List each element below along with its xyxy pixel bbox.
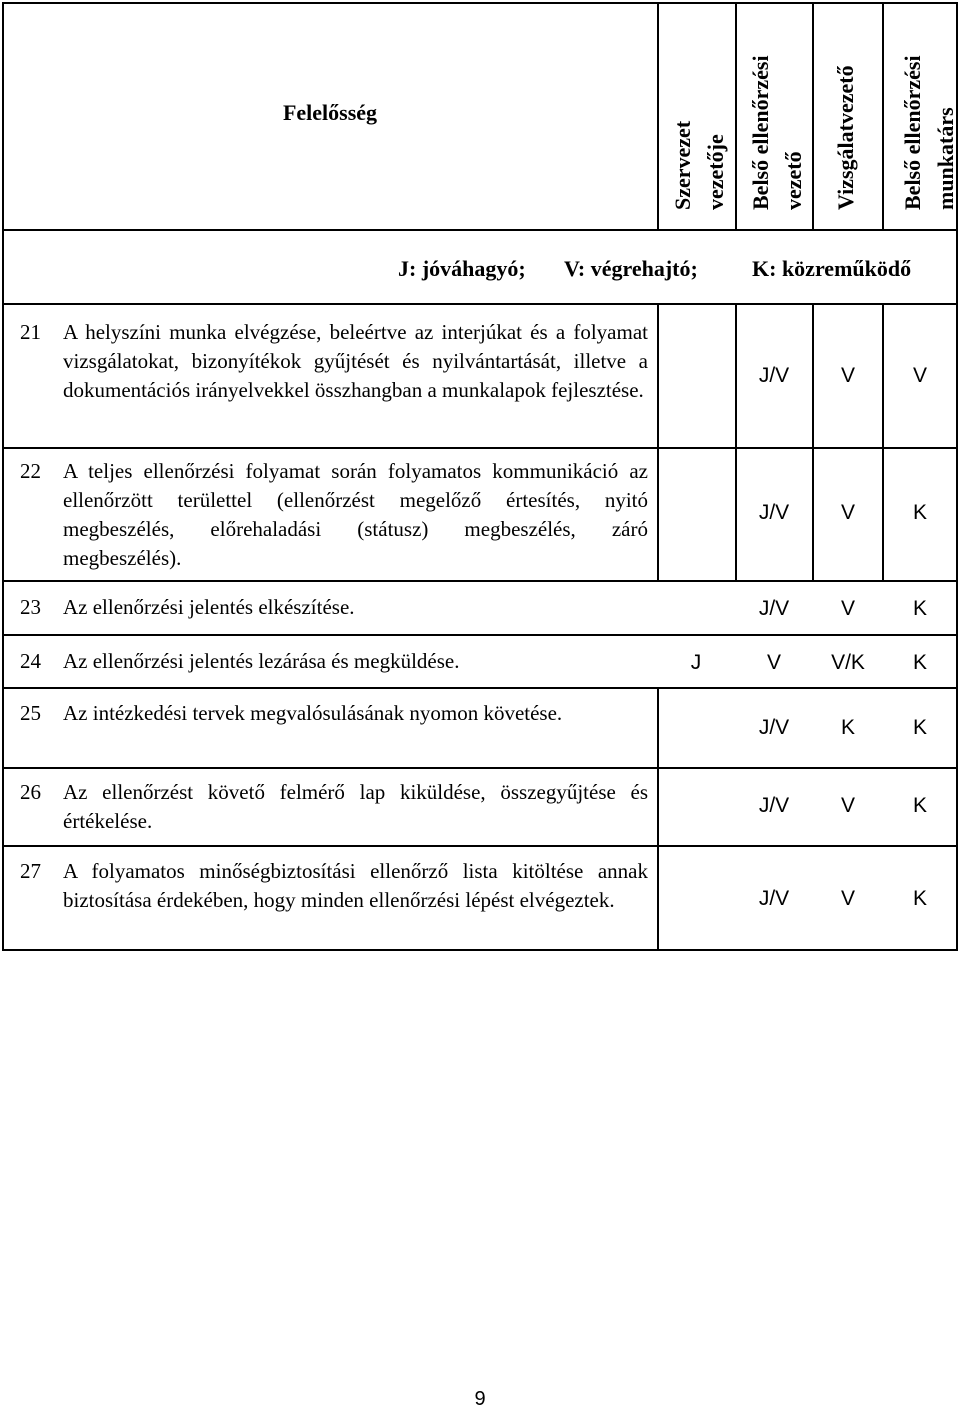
rows-divider-text [657, 303, 659, 580]
row-text: Az ellenőrzési jelentés elkészítése. [63, 595, 355, 619]
row-code-internal-audit-head: V [766, 651, 781, 674]
row-number: 24 [20, 649, 41, 673]
row-number: 21 [20, 320, 41, 344]
column-header-audit-lead [829, 20, 862, 210]
row-text: A teljes ellenőrzési folyamat során folyamatos kommunikáció az ellenőrzött területtel (ellenőrzést megelőző értesítés, nyitó megbeszélés, előrehaladási (státusz) megbeszélés, záró megbeszélés). [63, 459, 648, 570]
row-number: 26 [20, 780, 41, 804]
row-code-organization-head: J [690, 651, 702, 674]
column-header-internal-auditor [896, 20, 960, 210]
rows-divider-lower [657, 687, 659, 951]
rows-divider-c [882, 303, 884, 580]
row-code-internal-auditor: K [912, 597, 927, 620]
row-code-audit-lead: V [840, 794, 855, 817]
column-header-internal-audit-head [744, 20, 810, 210]
row-sep-24 [2, 687, 958, 689]
column-header-line2: vezetője [703, 134, 728, 210]
row-code-internal-audit-head: J/V [758, 501, 790, 524]
column-header-line1: Vizsgálatvezető [833, 65, 858, 210]
header-divider-0 [657, 2, 659, 229]
column-header-line2: vezető [781, 151, 806, 210]
rows-divider-a [735, 303, 737, 580]
row-code-internal-auditor: K [912, 651, 927, 674]
header-divider-2 [812, 2, 814, 229]
header-bottom-line [2, 229, 958, 231]
row-code-audit-lead: V/K [831, 651, 865, 674]
column-header-line1: Belső ellenőrzési [900, 55, 925, 210]
row-code-audit-lead: V [840, 501, 855, 524]
column-header-line1: Belső ellenőrzési [748, 55, 773, 210]
row-code-internal-auditor: V [912, 364, 927, 387]
legend-executor: V: végrehajtó; [564, 256, 698, 281]
row-code-audit-lead: K [840, 716, 855, 739]
row-code-internal-auditor: K [912, 501, 927, 524]
column-header-organization-head [666, 30, 732, 210]
legend-contributor: K: közreműködő [752, 256, 912, 281]
legend-bottom-line [2, 303, 958, 305]
row-number: 22 [20, 459, 41, 483]
row-text: A helyszíni munka elvégzése, beleértve az interjúkat és a folyamat vizsgálatokat, bizonyítékok gyűjtését és nyilvántartását, illetve a dokumentációs irányelvekkel összhangban a munkalapok fejlesztése. [63, 320, 648, 402]
header-divider-3 [882, 2, 884, 229]
row-code-internal-audit-head: J/V [758, 597, 790, 620]
row-text: A folyamatos minőségbiztosítási ellenőrző lista kitöltése annak biztosítása érdekében, hogy minden ellenőrzési lépést elvégeztek. [63, 859, 648, 912]
row-number: 23 [20, 595, 41, 619]
row-code-internal-auditor: K [912, 887, 927, 910]
page-number: 9 [474, 1388, 486, 1410]
row-code-audit-lead: V [840, 597, 855, 620]
row-sep-23 [2, 634, 958, 636]
row-text: Az intézkedési tervek megvalósulásának nyomon követése. [63, 701, 563, 725]
column-header-line1: Szervezet [670, 120, 695, 210]
row-sep-26 [2, 845, 958, 847]
row-code-internal-audit-head: J/V [758, 716, 790, 739]
row-text: Az ellenőrzést követő felmérő lap kiküldése, összegyűjtése és értékelése. [63, 780, 648, 833]
row-code-internal-auditor: K [912, 794, 927, 817]
row-sep-22 [2, 580, 958, 582]
row-number: 25 [20, 701, 41, 725]
row-code-internal-audit-head: J/V [758, 364, 790, 387]
row-code-audit-lead: V [840, 364, 855, 387]
row-code-audit-lead: V [840, 887, 855, 910]
row-code-internal-auditor: K [912, 716, 927, 739]
row-number: 27 [20, 859, 41, 883]
header-divider-1 [735, 2, 737, 229]
row-code-internal-audit-head: J/V [758, 887, 790, 910]
row-code-internal-audit-head: J/V [758, 794, 790, 817]
row-sep-25 [2, 767, 958, 769]
row-text: Az ellenőrzési jelentés lezárása és megküldése. [63, 649, 460, 673]
rows-divider-b [812, 303, 814, 580]
legend-approver: J: jóváhagyó; [398, 256, 526, 281]
column-header-line2: munkatárs [933, 107, 958, 210]
header-title: Felelősség [282, 100, 378, 125]
row-sep-21 [2, 447, 958, 449]
